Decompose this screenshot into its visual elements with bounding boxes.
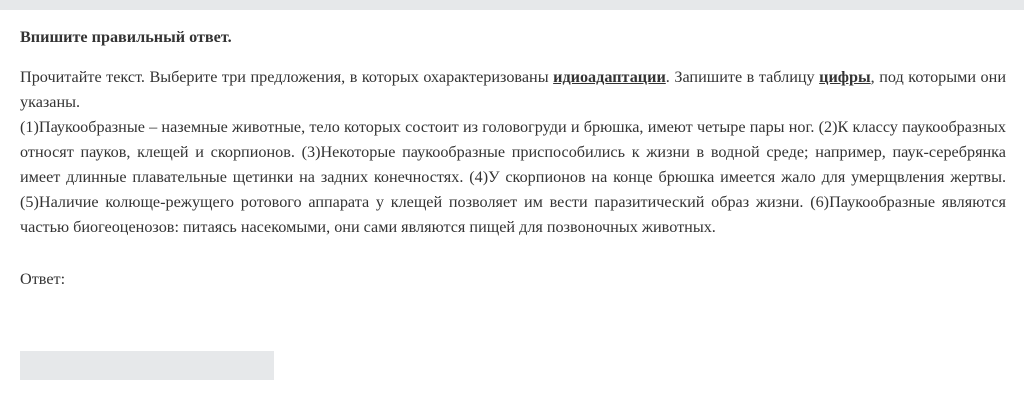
task-intro-part1: Прочитайте текст. Выберите три предложения, в которых охарактеризованы — [20, 68, 554, 86]
task-intro — [20, 65, 1006, 115]
answer-label: Ответ: — [20, 270, 66, 288]
task-passage: (1)Паукообразные – наземные животные, тело которых состоит из головогруди и брюшка, имеют четыре пары ног. (2)К классу паукообразных относят пауков, клещей и скорпионов. (3)Некоторые паукообразные приспособились к жизни в водной среде; например, паук-серебрянка имеет длинные плавательные щетинки на задних конечностях. (4)У скорпионов на конце брюшка имеется жало для умерщвления жертвы. (5)Наличие колюще-режущего ротового аппарата у клещей позволяет им вести паразитический образ жизни. (6)Паукообразные являются частью биогеоценозов: питаясь насекомыми, они сами являются пищей для позвоночных животных. — [20, 118, 1006, 236]
question-instruction: Впишите правильный ответ. — [20, 28, 232, 46]
keyword-idioadaptation: идиоадаптации — [553, 68, 666, 86]
answer-input[interactable] — [20, 351, 274, 380]
top-border-strip — [0, 0, 1024, 10]
task-intro-part3: , под которыми они указаны. — [20, 68, 1006, 111]
question-block — [20, 25, 1006, 292]
task-text — [20, 65, 1006, 240]
keyword-digits: цифры — [819, 68, 871, 86]
task-intro-part2: . Запишите в таблицу — [665, 68, 820, 86]
